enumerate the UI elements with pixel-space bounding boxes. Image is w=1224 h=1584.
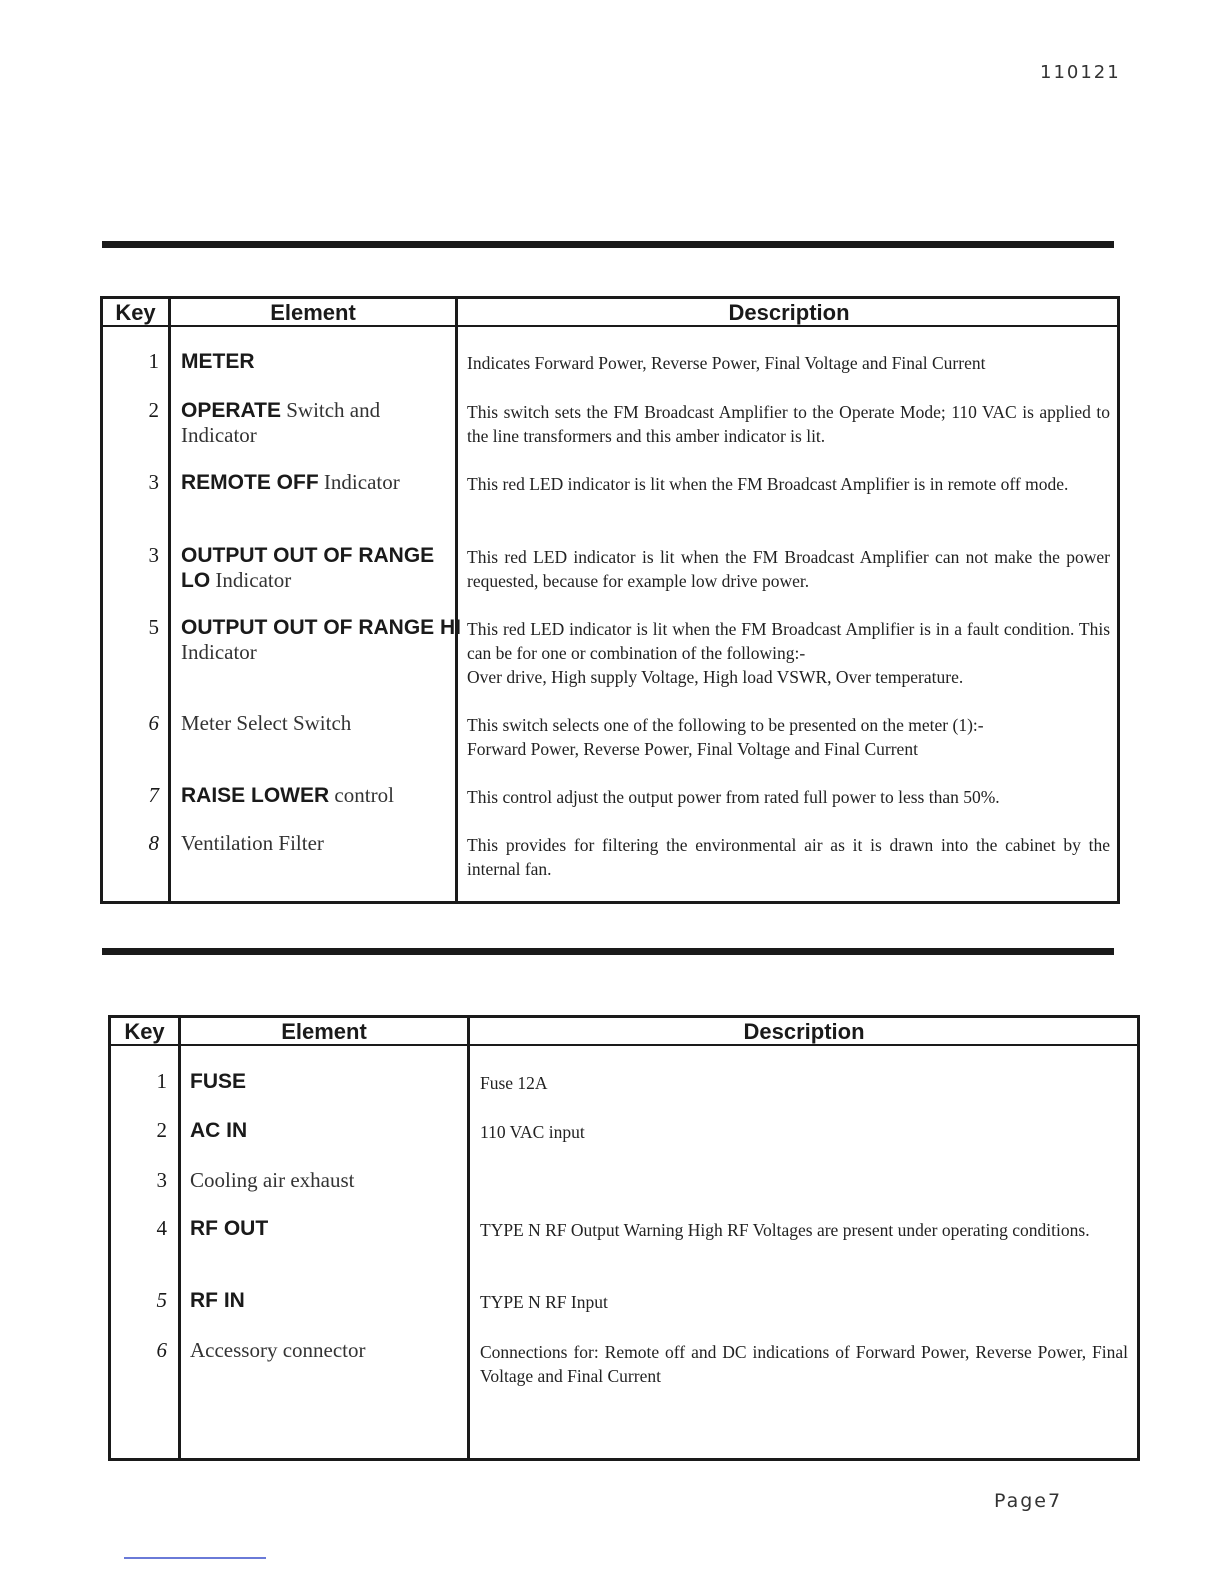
header-element: Element	[270, 300, 356, 325]
row-key: 3	[148, 543, 159, 567]
row-element: Accessory connector	[190, 1338, 366, 1362]
row-key: 2	[156, 1118, 167, 1142]
row-element: FUSE	[190, 1070, 247, 1093]
row-key: 7	[148, 783, 159, 807]
row-description: This provides for filtering the environmental air as it is drawn into the cabinet by the internal fan.	[467, 835, 1110, 879]
row-key: 5	[148, 615, 159, 639]
row-element: OUTPUT OUT OF RANGE LO Indicator	[181, 544, 435, 592]
row-description: 110 VAC input	[480, 1122, 585, 1142]
header-key: Key	[124, 1019, 165, 1044]
row-description: TYPE N RF Output Warning High RF Voltages are present under operating conditions.	[480, 1220, 1090, 1240]
column-divider	[178, 1018, 181, 1458]
row-key: 2	[148, 398, 159, 422]
row-element: Cooling air exhaust	[190, 1168, 355, 1192]
page-number: Page7	[994, 1490, 1063, 1512]
row-key: 8	[148, 831, 159, 855]
row-key: 5	[156, 1288, 167, 1312]
front-panel-table	[100, 296, 1120, 904]
row-key: 4	[156, 1216, 167, 1240]
rear-panel-table	[108, 1015, 1140, 1461]
row-element: OPERATE Switch and Indicator	[181, 398, 381, 447]
row-description: Connections for: Remote off and DC indications of Forward Power, Reverse Power, Final Voltage and Final Current	[480, 1342, 1128, 1386]
section-divider-bottom	[102, 948, 1114, 955]
row-element: Ventilation Filter	[181, 831, 324, 855]
section-divider-top	[102, 241, 1114, 248]
row-description: This red LED indicator is lit when the FM Broadcast Amplifier can not make the power requested, because for example low drive power.	[467, 547, 1110, 591]
row-key: 6	[148, 711, 159, 735]
column-divider	[455, 299, 458, 901]
row-description: Fuse 12A	[480, 1073, 548, 1093]
row-key: 1	[156, 1069, 167, 1093]
footer-link-underline	[124, 1557, 266, 1559]
row-key: 6	[156, 1338, 167, 1362]
row-key: 3	[148, 470, 159, 494]
row-element: RF IN	[190, 1289, 245, 1312]
row-key: 3	[156, 1168, 167, 1192]
column-divider	[168, 299, 171, 901]
row-description-extra: Over drive, High supply Voltage, High load VSWR, Over temperature.	[467, 667, 964, 687]
row-description: TYPE N RF Input	[480, 1292, 608, 1312]
row-element: AC IN	[190, 1119, 248, 1142]
row-element: METER	[181, 350, 255, 373]
row-description: This red LED indicator is lit when the FM Broadcast Amplifier is in a fault condition. This can be for one or combination of the following:-	[467, 619, 1110, 663]
row-description: This red LED indicator is lit when the FM Broadcast Amplifier is in remote off mode.	[467, 474, 1069, 494]
row-description: Indicates Forward Power, Reverse Power, Final Voltage and Final Current	[467, 353, 986, 373]
row-element: OUTPUT OUT OF RANGE HI Indicator	[181, 616, 461, 664]
header-description: Description	[743, 1019, 865, 1044]
row-description-extra: Forward Power, Reverse Power, Final Voltage and Final Current	[467, 739, 918, 759]
row-description: This switch selects one of the following to be presented on the meter (1):-	[467, 715, 984, 735]
row-element: RAISE LOWER control	[181, 783, 394, 807]
row-element: REMOTE OFF Indicator	[181, 470, 400, 494]
row-element: RF OUT	[190, 1217, 269, 1240]
row-key: 1	[148, 349, 159, 373]
header-key: Key	[115, 300, 156, 325]
row-description: This switch sets the FM Broadcast Amplifier to the Operate Mode; 110 VAC is applied to the line transformers and this amber indicator is lit.	[467, 402, 1110, 446]
document-number: 110121	[1040, 62, 1121, 83]
header-element: Element	[281, 1019, 367, 1044]
header-description: Description	[728, 300, 850, 325]
row-element: Meter Select Switch	[181, 711, 352, 735]
row-description: This control adjust the output power from rated full power to less than 50%.	[467, 787, 1000, 807]
